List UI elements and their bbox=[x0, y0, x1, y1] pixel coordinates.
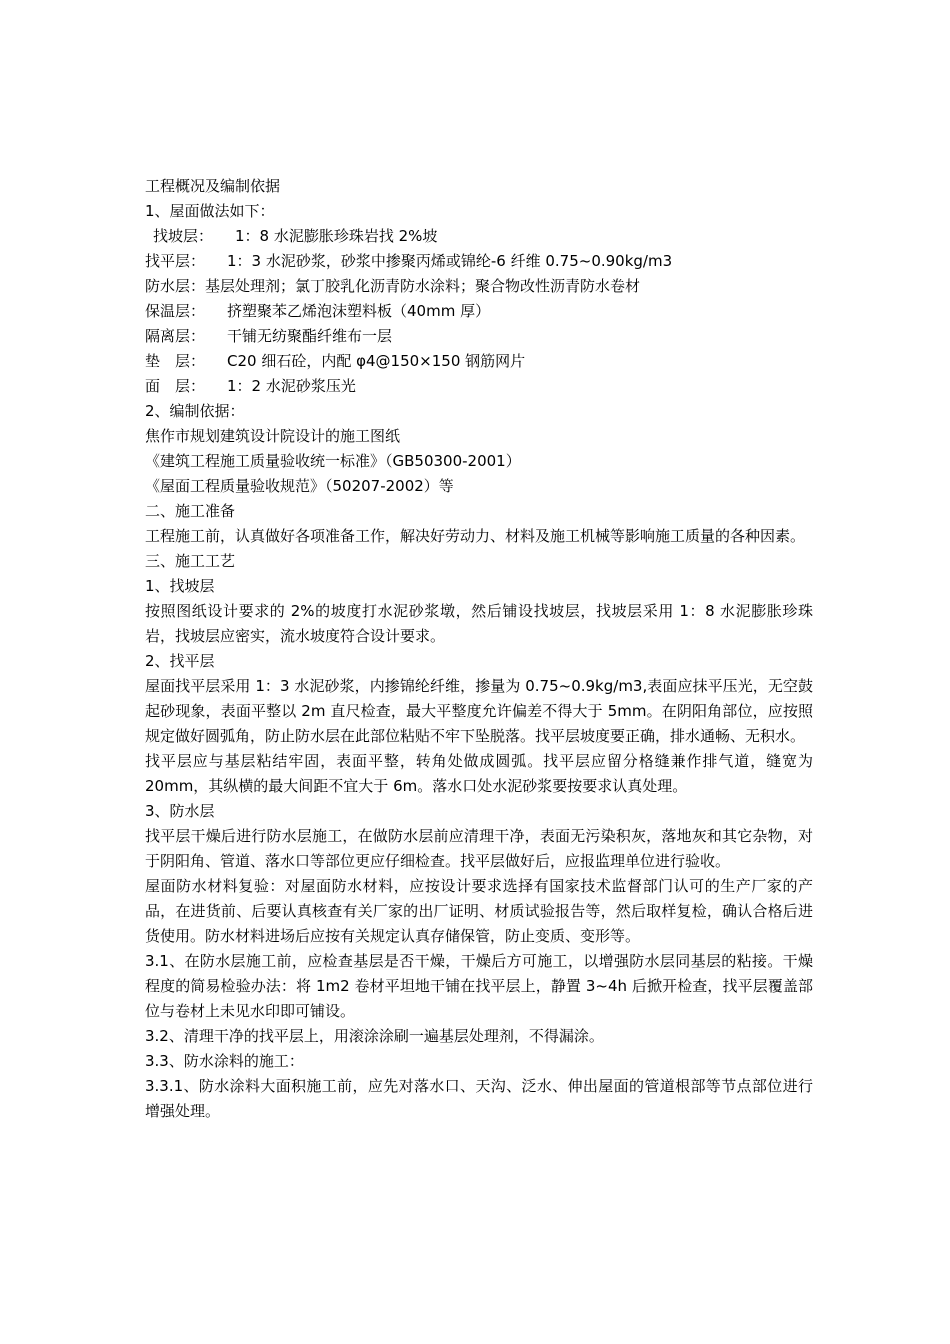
spec-value: 干铺无纺聚酯纤维布一层 bbox=[227, 327, 393, 345]
step-2-paragraph: 屋面找平层采用 1：3 水泥砂浆，内掺锦纶纤维，掺量为 0.75~0.9kg/m3,表面应抹平压光，无空鼓起砂现象，表面平整以 2m 直尺检查，最大平整度允许偏差不得大于 5mm。在阴阳角部位，应按照规定做好圆弧角，防止防水层在此部位粘贴不牢下坠脱落。找平层坡度要正确，排水通畅、无积水。 bbox=[145, 677, 813, 745]
step-3-paragraph: 屋面防水材料复验：对屋面防水材料，应按设计要求选择有国家技术监督部门认可的生产厂家的产品，在进货前、后要认真核查有关厂家的出厂证明、材质试验报告等，然后取样复检，确认合格后进货使用。防水材料进场后应按有关规定认真存储保管，防止变质、变形等。 bbox=[145, 877, 813, 945]
step-3-3-1-paragraph: 3.3.1、防水涂料大面积施工前，应先对落水口、天沟、泛水、伸出屋面的管道根部等节点部位进行增强处理。 bbox=[145, 1077, 813, 1120]
section-1-title: 1、屋面做法如下： bbox=[145, 202, 275, 220]
step-2-title: 2、找平层 bbox=[145, 652, 215, 670]
spec-key: 垫 层： bbox=[145, 352, 206, 370]
spec-row bbox=[145, 374, 813, 399]
spec-value: C20 细石砼，内配 φ4@150×150 钢筋网片 bbox=[227, 352, 526, 370]
spec-value: 挤塑聚苯乙烯泡沫塑料板（40mm 厚） bbox=[227, 302, 491, 320]
spec-key: 保温层： bbox=[145, 302, 206, 320]
spec-row bbox=[145, 349, 813, 374]
step-1-title: 1、找坡层 bbox=[145, 577, 215, 595]
spec-row bbox=[145, 224, 813, 249]
spec-value: 基层处理剂；氯丁胶乳化沥青防水涂料；聚合物改性沥青防水卷材 bbox=[205, 277, 641, 295]
document-body bbox=[145, 174, 813, 1124]
step-3-paragraph: 找平层干燥后进行防水层施工，在做防水层前应清理干净，表面无污染积灰，落地灰和其它杂物，对于阴阳角、管道、落水口等部位更应仔细检查。找平层做好后，应报监理单位进行验收。 bbox=[145, 827, 813, 870]
basis-item: 《建筑工程施工质量验收统一标准》（GB50300-2001） bbox=[145, 452, 521, 470]
spec-key: 找平层： bbox=[145, 252, 206, 270]
step-3-3-title: 3.3、防水涂料的施工： bbox=[145, 1052, 304, 1070]
spec-row bbox=[145, 274, 813, 299]
step-3-title: 3、防水层 bbox=[145, 802, 215, 820]
document-heading: 工程概况及编制依据 bbox=[145, 177, 281, 195]
part-2-title: 二、施工准备 bbox=[145, 502, 236, 520]
section-2-title: 2、编制依据： bbox=[145, 402, 245, 420]
basis-item: 《屋面工程质量验收规范》（50207-2002）等 bbox=[145, 477, 454, 495]
basis-item: 焦作市规划建筑设计院设计的施工图纸 bbox=[145, 427, 401, 445]
spec-key: 面 层： bbox=[145, 377, 206, 395]
step-3-2-paragraph: 3.2、清理干净的找平层上，用滚涂涂刷一遍基层处理剂，不得漏涂。 bbox=[145, 1027, 604, 1045]
spec-value: 1：3 水泥砂浆，砂浆中掺聚丙烯或锦纶-6 纤维 0.75~0.90kg/m3 bbox=[227, 252, 673, 270]
step-2-paragraph: 找平层应与基层粘结牢固，表面平整，转角处做成圆弧。找平层应留分格缝兼作排气道，缝宽为 20mm，其纵横的最大间距不宜大于 6m。落水口处水泥砂浆要按要求认真处理。 bbox=[145, 752, 813, 795]
part-2-paragraph: 工程施工前，认真做好各项准备工作，解决好劳动力、材料及施工机械等影响施工质量的各种因素。 bbox=[145, 527, 806, 545]
spec-value: 1：8 水泥膨胀珍珠岩找 2%坡 bbox=[235, 227, 438, 245]
spec-key: 找坡层： bbox=[153, 227, 214, 245]
spec-row bbox=[145, 249, 813, 274]
spec-value: 1：2 水泥砂浆压光 bbox=[227, 377, 356, 395]
spec-row bbox=[145, 324, 813, 349]
step-3-1-paragraph: 3.1、在防水层施工前，应检查基层是否干燥，干燥后方可施工，以增强防水层同基层的粘接。干燥程度的简易检验办法：将 1m2 卷材平坦地干铺在找平层上，静置 3~4h 后掀开检查，找平层覆盖部位与卷材上未见水印即可铺设。 bbox=[145, 952, 813, 1020]
spec-key: 隔离层： bbox=[145, 327, 206, 345]
step-1-paragraph: 按照图纸设计要求的 2%的坡度打水泥砂浆墩，然后铺设找坡层，找坡层采用 1：8 水泥膨胀珍珠岩，找坡层应密实，流水坡度符合设计要求。 bbox=[145, 602, 813, 645]
spec-key: 防水层： bbox=[145, 277, 206, 295]
spec-row bbox=[145, 299, 813, 324]
part-3-title: 三、施工工艺 bbox=[145, 552, 236, 570]
